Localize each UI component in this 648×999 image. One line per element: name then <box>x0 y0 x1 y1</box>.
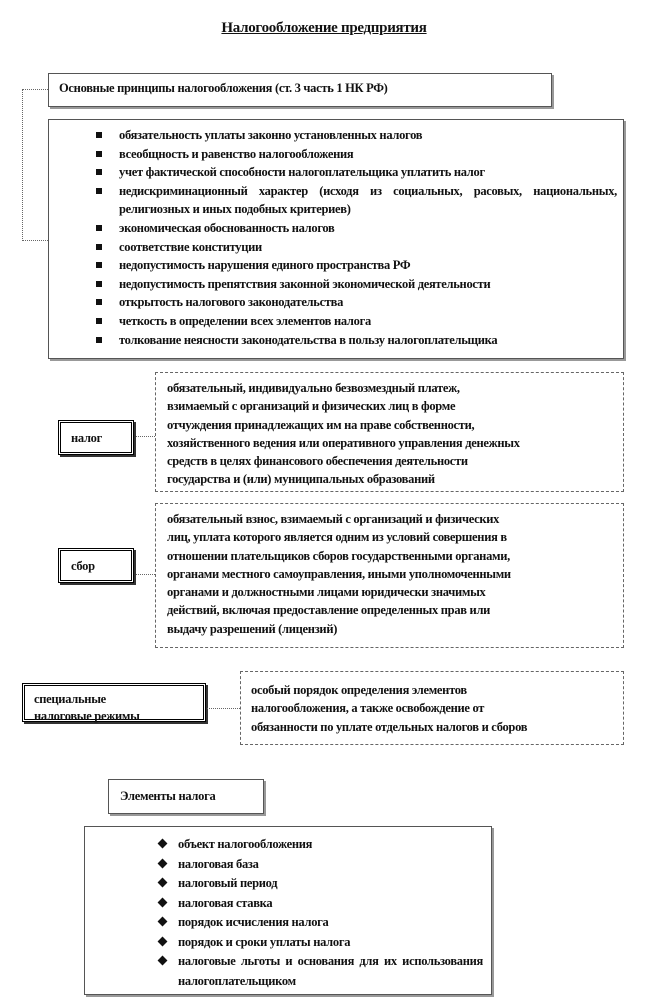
page-title: Налогообложение предприятия <box>221 20 427 36</box>
bullet-square-icon <box>96 299 102 305</box>
list-item-text: учет фактической способности налогоплательщика уплатить налог <box>119 165 485 180</box>
list-item-text: четкость в определении всех элементов налога <box>119 313 371 328</box>
definition-line: налогообложения, а также освобождение от <box>251 701 485 716</box>
fee-label-box <box>58 548 134 583</box>
definition-line: обязанности по уплате отдельных налогов и сборов <box>251 719 528 734</box>
definition-line: действий, включая предоставление определенных прав или <box>167 603 491 618</box>
principles-heading-box <box>48 73 552 107</box>
list-item-text: открытость налогового законодательства <box>119 295 344 310</box>
elements-list <box>85 835 491 991</box>
list-item <box>49 126 623 145</box>
definition-line: хозяйственного ведения или оперативного управления денежных <box>167 435 520 450</box>
list-item-text: налоговые льготы и основания для их использования налогоплательщиком <box>178 954 483 988</box>
fee-label: сбор <box>71 559 95 573</box>
bullet-square-icon <box>96 281 102 287</box>
list-item-text: порядок исчисления налога <box>178 915 329 929</box>
bullet-square-icon <box>96 318 102 324</box>
bullet-diamond-icon <box>158 858 168 868</box>
bullet-square-icon <box>96 262 102 268</box>
list-item <box>49 163 623 182</box>
list-item-text: обязательность уплаты законно установленных налогов <box>119 128 423 142</box>
list-item-text: налоговый период <box>178 876 278 890</box>
definition-line: лиц, уплата которого является одним из условий совершения в <box>167 530 507 545</box>
list-item <box>85 952 491 991</box>
connector-line <box>136 569 155 575</box>
list-item-text: недопустимость нарушения единого пространства РФ <box>119 258 411 273</box>
definition-line: отношении плательщиков сборов государственными органами, <box>167 548 510 563</box>
list-item <box>49 219 623 238</box>
list-item-text: недискриминационный характер (исходя из социальных, расовых, национальных, религиозных и иных подобных критериев) <box>119 183 617 217</box>
tax-label-box <box>58 420 134 455</box>
principles-heading-ref: (ст. 3 часть 1 НК РФ) <box>272 81 388 95</box>
fee-definition-box <box>155 503 624 648</box>
list-item-text: недопустимость препятствия законной экономической деятельности <box>119 276 491 291</box>
list-item <box>85 933 491 953</box>
list-item <box>85 894 491 914</box>
bullet-diamond-icon <box>158 917 168 927</box>
definition-line: государства и (или) муниципальных образований <box>167 472 435 487</box>
bullet-diamond-icon <box>158 956 168 966</box>
list-item <box>49 238 623 257</box>
list-item-text: экономическая обоснованность налогов <box>119 220 335 235</box>
special-regimes-label-line: налоговые режимы <box>34 709 140 723</box>
bullet-square-icon <box>96 169 102 175</box>
list-item-text: порядок и сроки уплаты налога <box>178 934 351 949</box>
bullet-square-icon <box>96 337 102 343</box>
list-item <box>49 256 623 275</box>
principles-list-box <box>48 119 624 359</box>
definition-line: выдачу разрешений (лицензий) <box>167 621 338 636</box>
list-item <box>49 145 623 164</box>
list-item <box>85 874 491 894</box>
bullet-diamond-icon <box>158 936 168 946</box>
bullet-diamond-icon <box>158 878 168 888</box>
connector-line <box>207 708 240 709</box>
list-item <box>49 182 623 219</box>
list-item <box>49 331 623 350</box>
list-item <box>85 835 491 855</box>
list-item-text: всеобщность и равенство налогообложения <box>119 146 354 161</box>
bullet-square-icon <box>96 151 102 157</box>
list-item <box>85 913 491 933</box>
elements-heading: Элементы налога <box>120 789 216 803</box>
definition-line: органами и должностными лицами юридически значимых <box>167 585 486 600</box>
special-regimes-definition-box <box>240 671 624 745</box>
definition-line: обязательный, индивидуально безвозмездный платеж, <box>167 381 460 395</box>
list-item-text: налоговая база <box>178 856 259 871</box>
definition-line: обязательный взнос, взимаемый с организаций и физических <box>167 512 500 526</box>
bullet-diamond-icon <box>158 839 168 849</box>
list-item <box>49 275 623 294</box>
principles-heading: Основные принципы налогообложения <box>59 81 273 95</box>
definition-line: особый порядок определения элементов <box>251 683 467 697</box>
list-item-text: соответствие конституции <box>119 239 262 254</box>
tax-definition-box <box>155 372 624 492</box>
definition-line: отчуждения принадлежащих им на праве собственности, <box>167 417 475 432</box>
list-item <box>85 855 491 875</box>
special-regimes-label-box <box>22 683 206 722</box>
principles-list <box>49 126 623 349</box>
definition-line: органами местного самоуправления, иными уполномоченными <box>167 566 511 581</box>
definition-line: средств в целях финансового обеспечения деятельности <box>167 454 468 469</box>
list-item-text: толкование неясности законодательства в пользу налогоплательщика <box>119 332 498 347</box>
bullet-square-icon <box>96 132 102 138</box>
connector-line <box>22 89 48 241</box>
bullet-square-icon <box>96 244 102 250</box>
elements-heading-box <box>108 779 264 814</box>
bullet-square-icon <box>96 225 102 231</box>
tax-label: налог <box>71 431 103 445</box>
list-item-text: налоговая ставка <box>178 895 273 910</box>
special-regimes-label-line: специальные <box>34 692 106 706</box>
connector-line <box>136 431 155 437</box>
bullet-diamond-icon <box>158 897 168 907</box>
bullet-square-icon <box>96 188 102 194</box>
list-item-text: объект налогообложения <box>178 837 313 851</box>
list-item <box>49 293 623 312</box>
list-item <box>49 312 623 331</box>
definition-line: взимаемый с организаций и физических лиц в форме <box>167 399 456 414</box>
elements-list-box <box>84 826 492 995</box>
